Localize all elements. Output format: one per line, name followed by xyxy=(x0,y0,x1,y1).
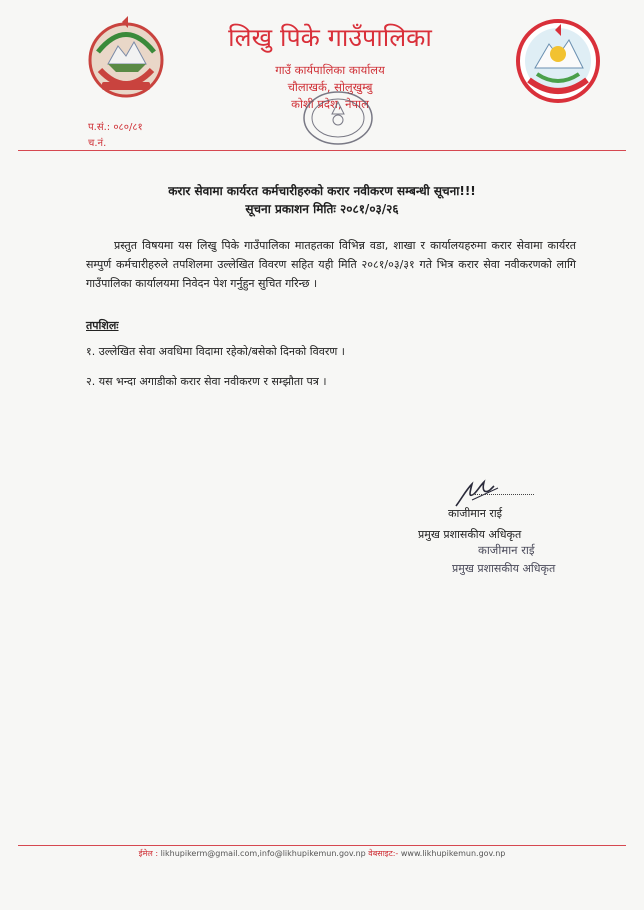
email-label: ईमेल : xyxy=(138,849,159,858)
footer-divider xyxy=(18,845,626,846)
signatory-name: काजीमान राई xyxy=(448,507,503,520)
office-sub-line-1: गाउँ कार्यपालिका कार्यालय xyxy=(275,63,385,77)
office-seal-stamp xyxy=(290,88,386,152)
reference-block xyxy=(88,120,143,152)
nepal-emblem-logo xyxy=(78,12,174,104)
header-divider xyxy=(18,150,626,151)
signatory-title: प्रमुख प्रशासकीय अधिकृत xyxy=(418,528,522,541)
details-item: १. उल्लेखित सेवा अवधिमा विदामा रहेको/बसेको दिनको विवरण । xyxy=(86,345,345,358)
signature-line xyxy=(472,494,534,495)
website-label: वेबसाइट:- xyxy=(368,849,399,858)
notice-body: प्रस्तुत विषयमा यस लिखु पिके गाउँपालिका मातहतका विभिन्न वडा, शाखा र कार्यालयहरुमा करार सेवामा कार्यरत सम्पुर्ण कर्मचारीहरुले तपशिलमा उल्लेखित विवरण सहित यही मिति २०८१/०३/३१ गते भित्र करार सेवा नवीकरणको लागि गाउँपालिका कार्यालयमा निवेदन पेश गर्नुहुन सुचित गरिन्छ । xyxy=(86,239,576,290)
office-name: लिखु पिके गाउँपालिका xyxy=(228,23,432,52)
footer-contact xyxy=(0,848,644,859)
office-sub-line-3: कोशी प्रदेश, नेपाल xyxy=(291,97,369,111)
dispatch-number: च.नं. xyxy=(88,138,107,149)
office-sub-line-2: चौलाखर्क, सोलुखुम्बु xyxy=(287,80,373,94)
signature-mark xyxy=(450,476,540,510)
notice-published-date: सूचना प्रकाशन मितिः २०८१/०३/२६ xyxy=(245,202,399,216)
notice-title: करार सेवामा कार्यरत कर्मचारीहरुको करार नवीकरण सम्बन्धी सूचना!!! xyxy=(168,184,476,198)
website-link[interactable]: www.likhupikemun.gov.np xyxy=(400,849,506,858)
name-stamp: काजीमान राई xyxy=(478,543,535,557)
details-label: तपशिलः xyxy=(86,319,119,332)
email-link[interactable]: likhupikerm@gmail.com,info@likhupikemun.gov.np xyxy=(160,849,366,858)
title-stamp: प्रमुख प्रशासकीय अधिकृत xyxy=(452,562,556,575)
details-item: २. यस भन्दा अगाडीको करार सेवा नवीकरण र सम्झौता पत्र । xyxy=(86,375,327,388)
reference-number: प.सं.: ०८०/८१ xyxy=(88,122,143,133)
municipality-logo xyxy=(515,18,601,104)
